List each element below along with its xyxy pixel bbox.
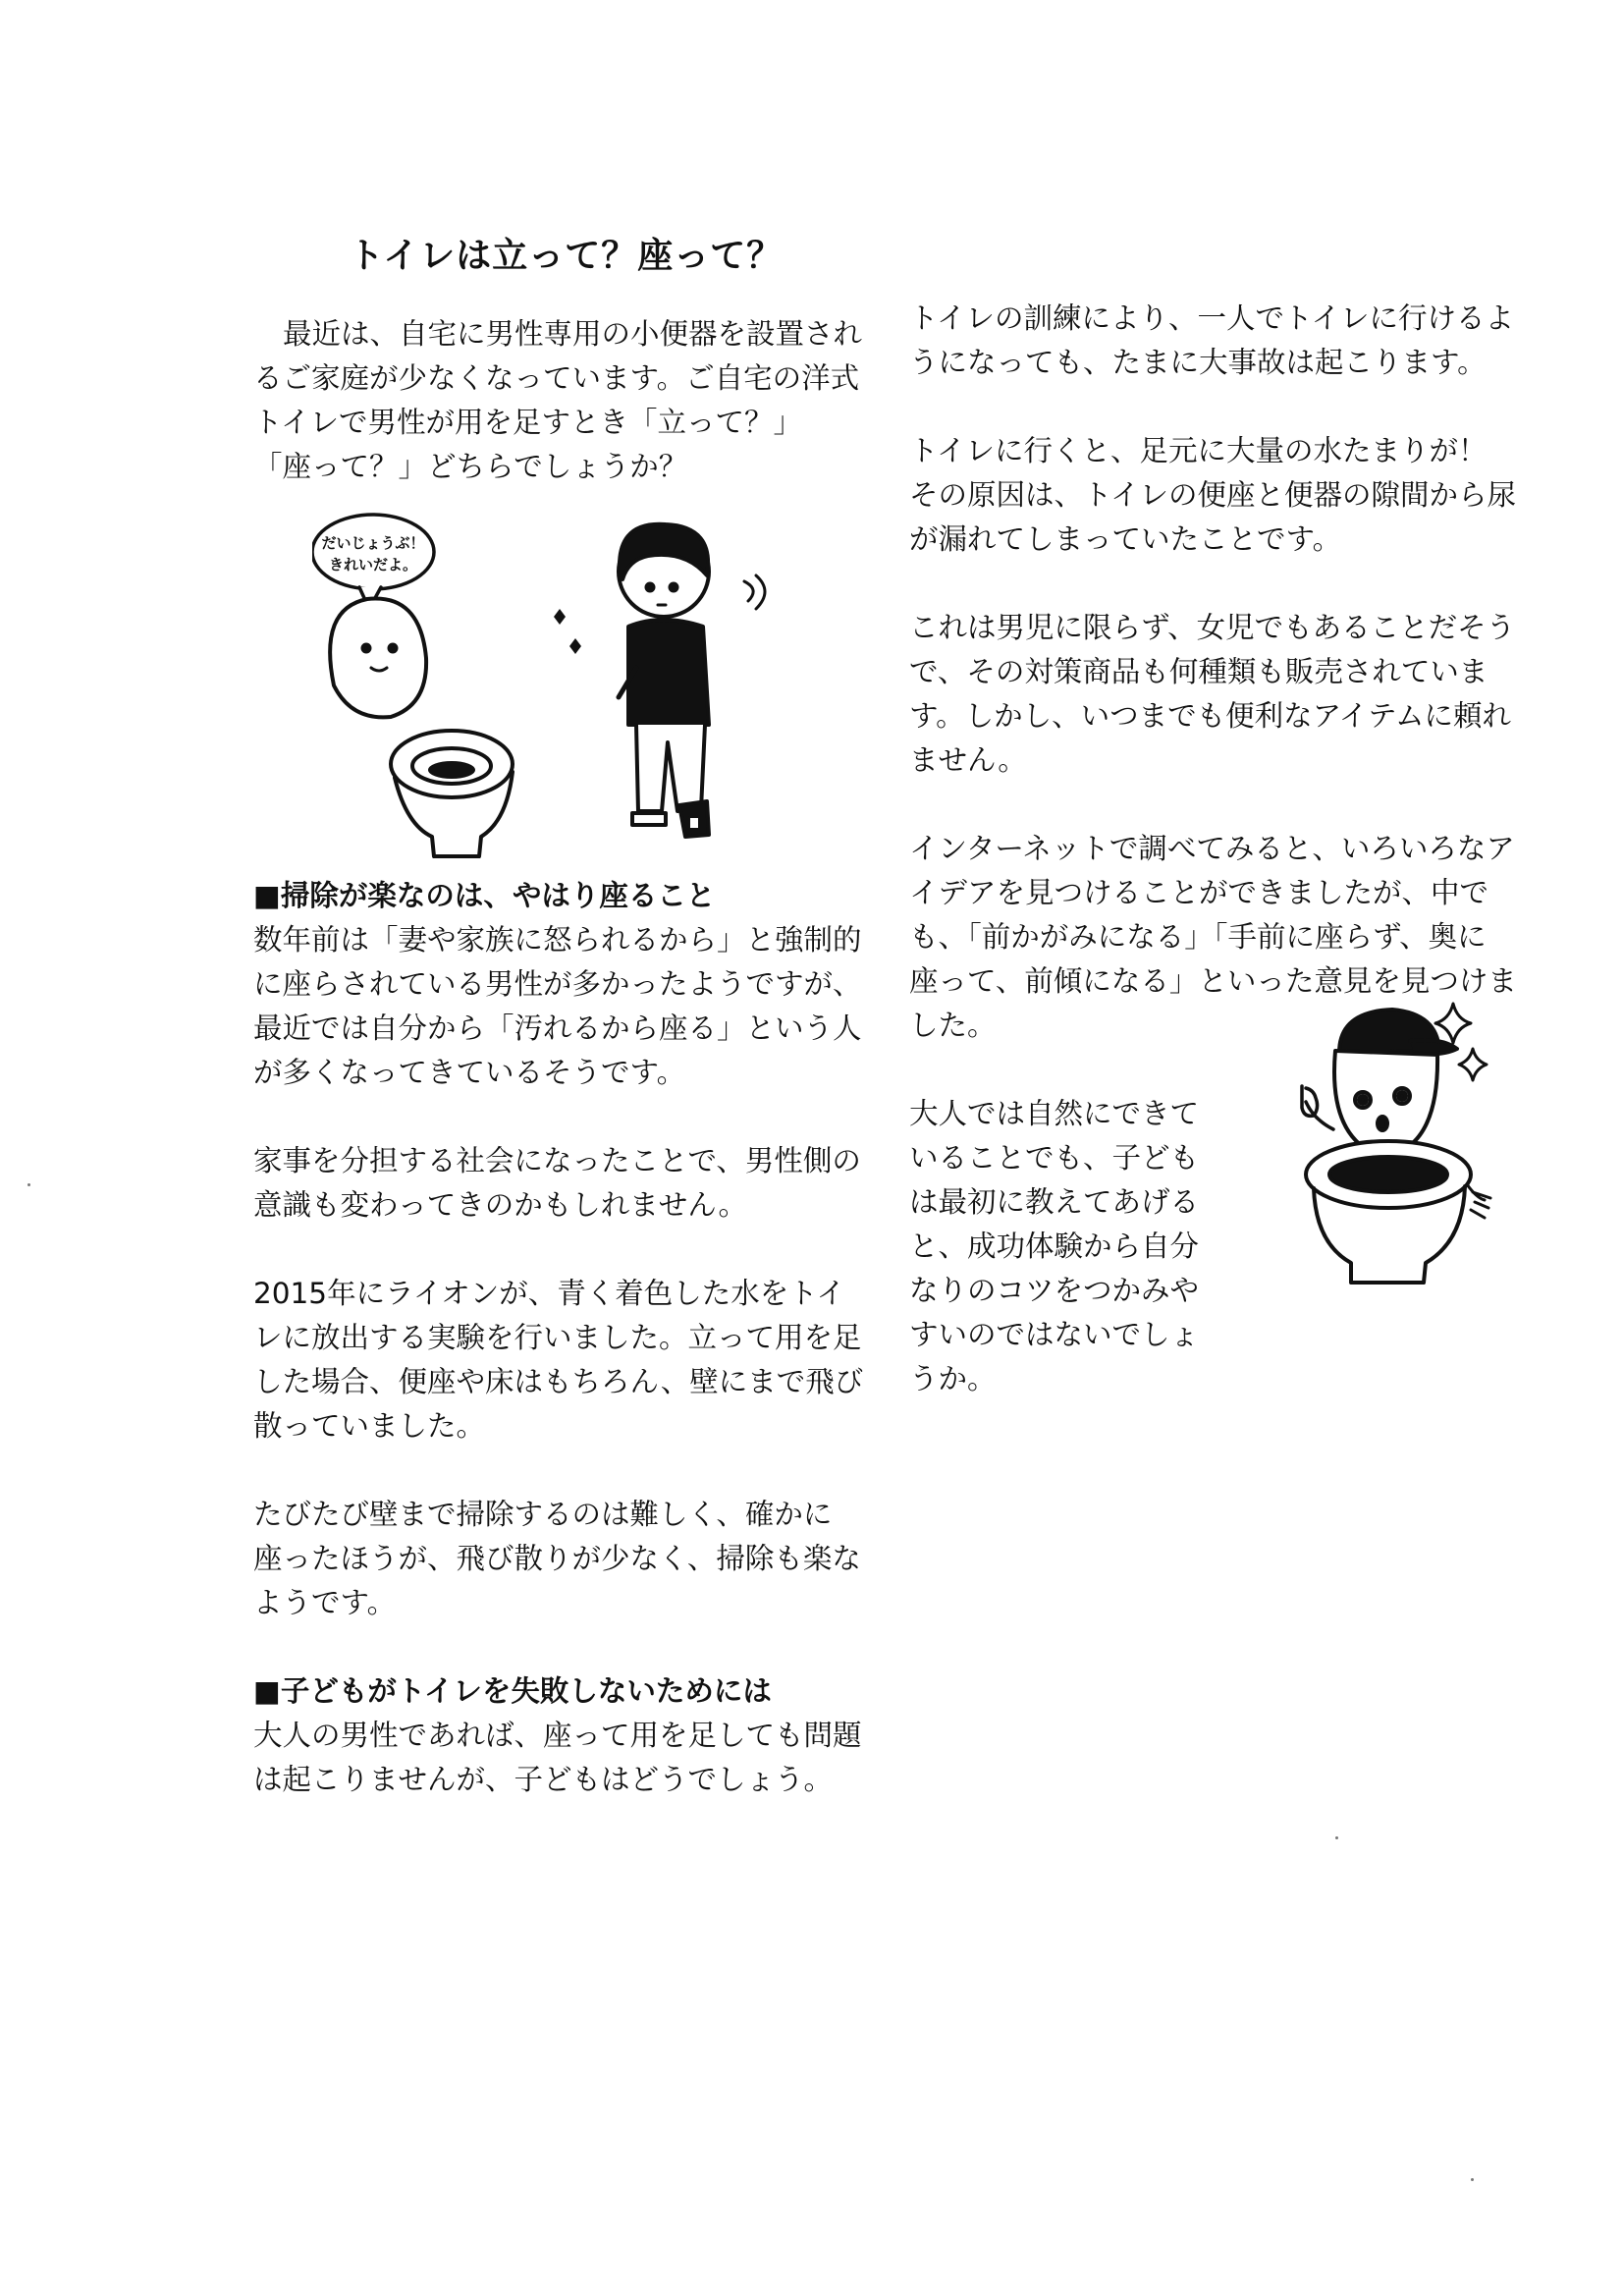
text-line: 座ったほうが、飛び散りが少なく、掃除も楽な [253, 1542, 861, 1575]
text-line: す。しかし、いつまでも便利なアイテムに頼れ [909, 699, 1512, 733]
section-heading: ■掃除が楽なのは、やはり座ること [253, 879, 716, 912]
text-line: した場合、便座や床はもちろん、壁にまで飛び [253, 1365, 864, 1398]
boy-icon [619, 524, 765, 837]
toilet-character-illustration [1245, 992, 1500, 1286]
paragraph-gap [909, 385, 1538, 429]
section-heading: ■子どもがトイレを失敗しないためには [253, 1674, 772, 1708]
text-line: これは男児に限らず、女児でもあることだそう [909, 611, 1516, 644]
text-line: 最近は、自宅に男性専用の小便器を設置され [283, 317, 863, 351]
text-line: で、その対策商品も何種類も販売されていま [909, 655, 1488, 688]
sparkle-icons [554, 609, 581, 654]
text-line: トイレに行くと、足元に大量の水たまりが！ [909, 434, 1488, 467]
text-line: は起こりませんが、子どもはどうでしょう。 [253, 1763, 834, 1796]
text-line: 意識も変わってきのかもしれません。 [253, 1188, 747, 1222]
speech-text-2: きれいだよ。 [328, 556, 418, 574]
paragraph-gap [253, 1228, 867, 1272]
text-line: した。 [909, 1009, 997, 1042]
scan-speck [1471, 2178, 1474, 2181]
paragraph-gap [253, 1625, 867, 1669]
text-line: トイレで男性が用を足すとき「立って？」 [253, 406, 803, 439]
text-line: 最近では自分から「汚れるから座る」という人 [253, 1011, 862, 1045]
text-line: いることでも、子ども [909, 1141, 1200, 1175]
paragraph-gap [909, 783, 1538, 827]
text-line: トイレの訓練により、一人でトイレに行けるよ [909, 301, 1514, 335]
paragraph-gap [253, 1095, 867, 1139]
text-line: は最初に教えてあげる [909, 1185, 1200, 1219]
paragraph-gap [253, 1449, 867, 1493]
toilet-character-icon [1302, 1010, 1490, 1283]
page-title: トイレは立って？座って？ [349, 236, 784, 276]
text-line: 大人では自然にできて [909, 1097, 1200, 1130]
scan-speck [1335, 1836, 1338, 1839]
text-line: レに放出する実験を行いました。立って用を足 [253, 1321, 862, 1354]
scan-speck [27, 1183, 30, 1186]
toilet-and-boy-illustration [312, 511, 774, 864]
text-line: ようです。 [253, 1586, 397, 1619]
text-line: るご家庭が少なくなっています。ご自宅の洋式 [253, 361, 860, 395]
text-line: が多くなってきているそうです。 [253, 1056, 686, 1089]
text-line: イデアを見つけることができましたが、中で [909, 876, 1489, 909]
text-line: その原因は、トイレの便座と便器の隙間から尿 [909, 478, 1517, 512]
text-line: 家事を分担する社会になったことで、男性側の [253, 1144, 861, 1177]
text-line: に座らされている男性が多かったようですが、 [253, 967, 862, 1001]
text-line: うになっても、たまに大事故は起こります。 [909, 346, 1487, 379]
text-line: インターネットで調べてみると、いろいろなア [909, 832, 1515, 865]
text-line: 数年前は「妻や家族に怒られるから」と強制的 [253, 923, 862, 957]
speech-text-1: だいじょうぶ！ [321, 534, 425, 552]
text-line: も、「前かがみになる」「手前に座らず、奥に [909, 920, 1487, 954]
text-line: たびたび壁まで掃除するのは難しく、確かに [253, 1498, 833, 1531]
text-line: 座って、前傾になる」といった意見を見つけま [909, 964, 1517, 998]
text-line: と、成功体験から自分 [909, 1230, 1200, 1263]
paragraph-gap [909, 562, 1538, 606]
text-line: 2015年にライオンが、青く着色した水をトイ [253, 1277, 845, 1310]
text-line: うか。 [909, 1362, 997, 1395]
text-line: なりのコツをつかみや [909, 1274, 1200, 1307]
toilet-icon [330, 599, 513, 857]
text-line: 散っていました。 [253, 1409, 486, 1443]
text-line: が漏れてしまっていたことです。 [909, 522, 1342, 556]
text-line: ません。 [909, 743, 1027, 777]
speech-bubble [312, 515, 434, 609]
text-line: 大人の男性であれば、座って用を足しても問題 [253, 1719, 862, 1752]
text-line: 「座って？」どちらでしょうか？ [253, 450, 688, 483]
text-line: すいのではないでしょ [909, 1318, 1200, 1351]
